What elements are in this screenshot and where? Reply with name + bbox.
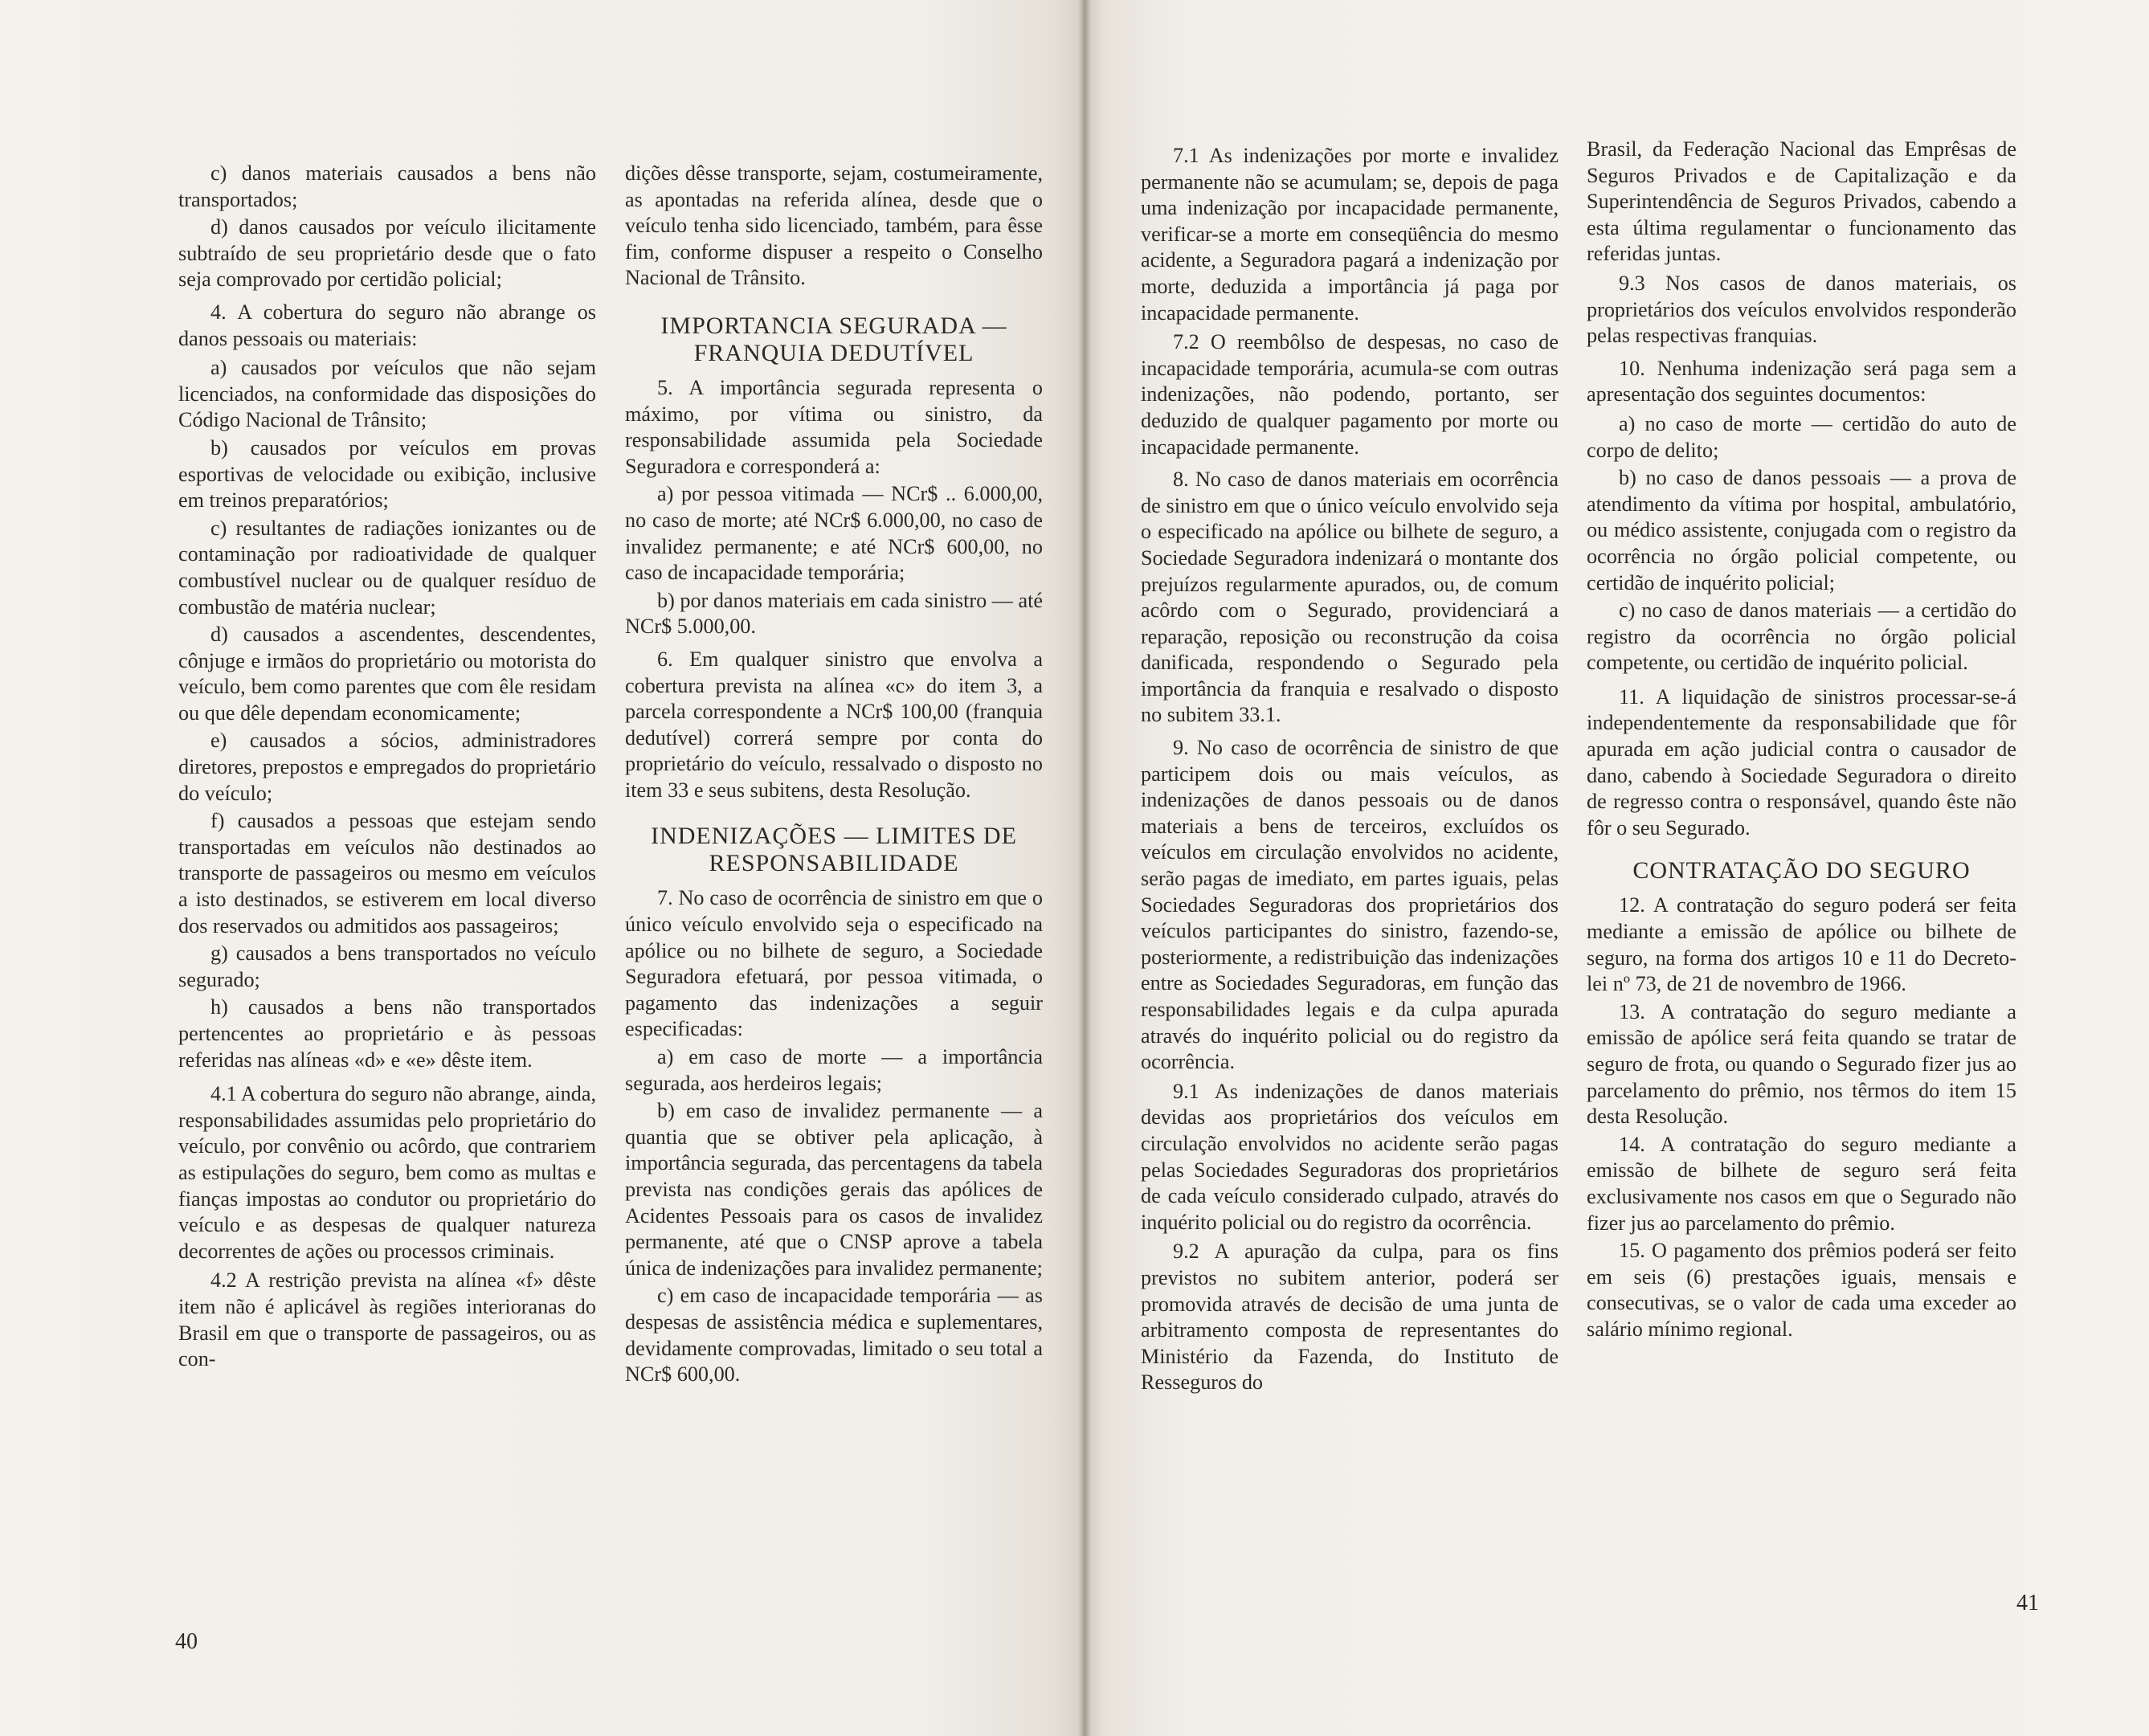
- paragraph: a) causados por veículos que não sejam licenciados, na conformidade das disposições do Código Nacional de Trânsito;: [178, 356, 596, 432]
- paragraph: d) danos causados por veículo ilicitamente subtraído de seu proprietário desde que o fato seja comprovado por certidão policial;: [178, 215, 596, 292]
- paragraph: b) no caso de danos pessoais — a prova de atendimento da vítima por hospital, ambulatório, ou médico assistente, conjugada com o registro da ocorrência no órgão policial competente, ou certidão de inquérito policial;: [1587, 466, 2016, 594]
- paragraph: 15. O pagamento dos prêmios poderá ser feito em seis (6) prestações iguais, mensais e consecutivas, se o valor de cada uma exceder ao salário mínimo regional.: [1587, 1239, 2016, 1341]
- paragraph: 13. A contratação do seguro mediante a emissão de apólice será feita quando se tratar de seguro de frota, ou quando o Segurado fizer jus ao parcelamento do prêmio, nos têrmos do item 15 desta Resolução.: [1587, 999, 2016, 1129]
- left-page-column-2: [625, 161, 1043, 1390]
- paragraph: 9.3 Nos casos de danos materiais, os proprietários dos veículos envolvidos responderão pelas respectivas franquias.: [1587, 271, 2016, 348]
- paragraph: e) causados a sócios, administradores diretores, prepostos e empregados do proprietário do veículo;: [178, 729, 596, 805]
- paragraph: c) em caso de incapacidade temporária — as despesas de assistência médica e suplementares, devidamente comprovadas, limitado o seu total a NCr$ 600,00.: [625, 1284, 1043, 1387]
- paragraph: dições dêsse transporte, sejam, costumeiramente, as apontadas na referida alínea, desde que o veículo tenha sido licenciado, também, para êsse fim, conforme dispuser a respeito o Conselho Nacional de Trânsito.: [625, 161, 1043, 290]
- paragraph: a) em caso de morte — a importância segurada, aos herdeiros legais;: [625, 1045, 1043, 1095]
- paragraph: Brasil, da Federação Nacional das Emprêsas de Seguros Privados e de Capitalização e da Superintendência de Seguros Privados, cabendo a esta última regulamentar o funcionamento das referidas juntas.: [1587, 137, 2016, 266]
- paragraph: a) por pessoa vitimada — NCr$ .. 6.000,00, no caso de morte; até NCr$ 6.000,00, no caso de invalidez permanente; e até NCr$ 600,00, no caso de incapacidade temporária;: [625, 482, 1043, 585]
- paragraph: 8. No caso de danos materiais em ocorrência de sinistro em que o único veículo envolvido seja o especificado na apólice ou bilhete de seguro, a Sociedade Seguradora indenizará o montante dos prejuízos regularmente apurados, ou, de comum acôrdo com o Segurado, providenciará a reparação, reposição ou reconstrução da coisa danificada, respondendo o Segurado pela importância da franquia e resalvado o disposto no subitem 33.1.: [1141, 468, 1559, 727]
- paragraph: b) causados por veículos em provas esportivas de velocidade ou exibição, inclusive em treinos preparatórios;: [178, 435, 596, 513]
- paragraph: a) no caso de morte — certidão do auto de corpo de delito;: [1587, 411, 2016, 462]
- paragraph: 4. A cobertura do seguro não abrange os danos pessoais ou materiais:: [178, 300, 596, 350]
- left-page-column-1: [178, 161, 596, 1376]
- paragraph: h) causados a bens não transportados pertencentes ao proprietário e às pessoas referidas nas alíneas «d» e «e» dêste item.: [178, 995, 596, 1072]
- paragraph: f) causados a pessoas que estejam sendo transportadas em veículos não destinados ao transporte de passageiros ou mesmo em veículos a isto destinados, se estiverem em local diverso dos reservados ou admitidos aos passageiros;: [178, 809, 596, 937]
- paragraph: c) danos materiais causados a bens não transportados;: [178, 161, 596, 211]
- paragraph: 7. No caso de ocorrência de sinistro em que o único veículo envolvido seja o especificado na apólice ou no bilhete de seguro, a Sociedade Seguradora efetuará, por pessoa vitimada, o pagamento das indenizações a seguir especificadas:: [625, 886, 1043, 1041]
- right-page-column-1: [1141, 143, 1559, 1399]
- page-number-left: 40: [175, 1629, 198, 1654]
- section-heading: INDENIZAÇÕES — LIMITES DE RESPONSABILIDADE: [651, 823, 1017, 877]
- paragraph: 10. Nenhuma indenização será paga sem a apresentação dos seguintes documentos:: [1587, 356, 2016, 406]
- paragraph: 7.2 O reembôlso de despesas, no caso de incapacidade temporária, acumula-se com outras indenizações, não podendo, portanto, ser deduzido de qualquer pagamento por morte ou incapacidade permanente.: [1141, 330, 1559, 459]
- paragraph: 6. Em qualquer sinistro que envolva a cobertura prevista na alínea «c» do item 3, a parcela correspondente a NCr$ 100,00 (franquia dedutível) correrá sempre por conta do proprietário do veículo, ressalvado o disposto no item 33 e seus subitens, desta Resolução.: [625, 647, 1043, 802]
- paragraph: d) causados a ascendentes, descendentes, cônjuge e irmãos do proprietário ou motorista do veículo, bem como parentes que com êle residam ou que dêle dependam economicamente;: [178, 623, 596, 725]
- paragraph: 12. A contratação do seguro poderá ser feita mediante a emissão de apólice ou bilhete de seguro, na forma dos artigos 10 e 11 do Decreto-lei nº 73, de 21 de novembro de 1966.: [1587, 893, 2016, 996]
- paragraph: 11. A liquidação de sinistros processar-se-á independentemente da responsabilidade que fôr apurada em ação judicial contra o causador de dano, cabendo à Sociedade Seguradora o direito de regresso contra o responsável, quando êste não fôr o seu Segurado.: [1587, 684, 2016, 839]
- book-gutter: [1078, 0, 1091, 1736]
- section-heading: IMPORTANCIA SEGURADA — FRANQUIA DEDUTÍVEL: [660, 312, 1007, 366]
- section-heading: CONTRATAÇÃO DO SEGURO: [1632, 857, 1971, 884]
- paragraph: 14. A contratação do seguro mediante a emissão de bilhete de seguro será feita exclusivamente nos casos em que o Segurado não fizer jus ao parcelamento do prêmio.: [1587, 1132, 2016, 1235]
- paragraph: b) em caso de invalidez permanente — a quantia que se obtiver pela aplicação, à importância segurada, das percentagens da tabela prevista nas condições gerais das apólices de Acidentes Pessoais para os casos de invalidez permanente, até que o CNSP aprove a tabela única de indenizações para invalidez permanente;: [625, 1099, 1043, 1280]
- paragraph: g) causados a bens transportados no veículo segurado;: [178, 942, 596, 991]
- paragraph: c) resultantes de radiações ionizantes ou de contaminação por radioatividade de qualquer combustível nuclear ou de qualquer resíduo de combustão de matéria nuclear;: [178, 516, 596, 619]
- paragraph: 4.2 A restrição prevista na alínea «f» dêste item não é aplicável às regiões interioranas do Brasil em que o transporte de passageiros, ou as con-: [178, 1268, 596, 1371]
- right-page-column-2: [1587, 137, 2016, 1345]
- paragraph: 5. A importância segurada representa o máximo, por vítima ou sinistro, da responsabilidade assumida pela Sociedade Seguradora e corresponderá a:: [625, 375, 1043, 478]
- paragraph: 4.1 A cobertura do seguro não abrange, ainda, responsabilidades assumidas pelo proprietário do veículo, por convênio ou acôrdo, que contrariem as estipulações do seguro, bem como as multas e fianças impostas ao condutor ou proprietário do veículo e as despesas de qualquer natureza decorrentes de ações ou processos criminais.: [178, 1082, 596, 1263]
- page-number-right: 41: [2016, 1591, 2039, 1616]
- paragraph: 9. No caso de ocorrência de sinistro de que participem dois ou mais veículos, as indenizações de danos pessoais ou de danos materiais a bens de terceiros, excluídos os veículos em circulação envolvidos no acidente, serão pagas de imediato, em partes iguais, pelas Sociedades Seguradoras dos proprietários dos veículos participantes do sinistro, fazendo-se, posteriormente, a redistribuição das indenizações entre as Sociedades Seguradoras, em função das responsabilidades legais e da culpa apurada através do inquérito policial ou do registro da ocorrência.: [1141, 736, 1559, 1074]
- paragraph: 9.1 As indenizações de danos materiais devidas aos proprietários dos veículos em circulação envolvidos no acidente serão pagas pelas Sociedades Seguradoras dos proprietários de cada veículo considerado culpado, através do inquérito policial ou do registro da ocorrência.: [1141, 1079, 1559, 1234]
- paragraph: b) por danos materiais em cada sinistro — até NCr$ 5.000,00.: [625, 588, 1043, 639]
- paragraph: 7.1 As indenizações por morte e invalidez permanente não se acumulam; se, depois de paga uma indenização por incapacidade permanente, verificar-se a morte em conseqüência do mesmo acidente, a Seguradora pagará a indenização por morte, deduzida a importância já paga por incapacidade permanente.: [1141, 144, 1559, 325]
- paragraph: 9.2 A apuração da culpa, para os fins previstos no subitem anterior, poderá ser promovida através de decisão de uma junta de arbitramento composta de representantes do Ministério da Fazenda, do Instituto de Resseguros do: [1141, 1240, 1559, 1395]
- paragraph: c) no caso de danos materiais — a certidão do registro da ocorrência no órgão policial competente, ou certidão de inquérito policial.: [1587, 598, 2016, 675]
